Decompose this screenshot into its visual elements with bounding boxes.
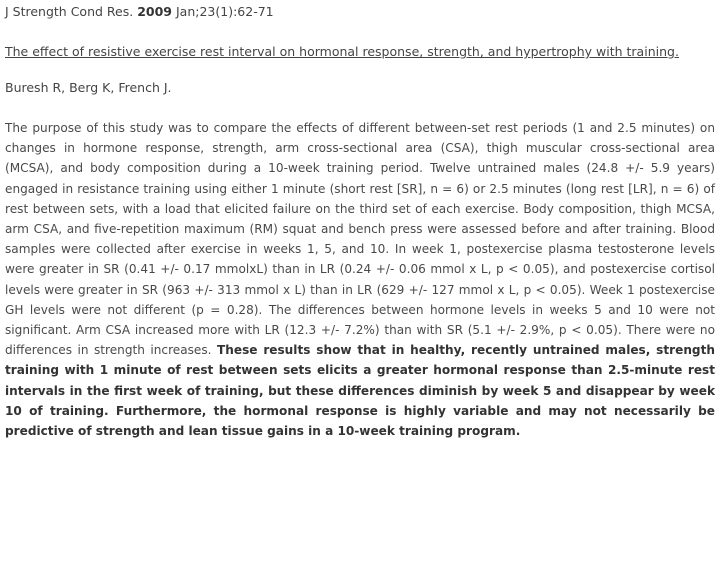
abstract-conclusion: These results show that in healthy, recently untrained males, strength training with 1 minute of rest between sets elicits a greater hormonal response than 2.5-minute rest intervals in the first week of training, but these differences diminish by week 5 and disappear by week 10 of training. Furthermore, the hormonal response is highly variable and may not necessarily be predictive of strength and lean tissue gains in a 10-week training program. xyxy=(5,343,715,439)
article-title-link[interactable]: The effect of resistive exercise rest interval on hormonal response, strength, and hypertrophy with training. xyxy=(5,44,679,59)
citation-line xyxy=(5,2,715,22)
journal-name: J Strength Cond Res. xyxy=(5,4,134,19)
publication-year: 2009 xyxy=(137,4,172,19)
abstract xyxy=(5,118,715,441)
issue-info: Jan;23(1):62-71 xyxy=(175,4,274,19)
author-list: Buresh R, Berg K, French J. xyxy=(5,80,172,95)
article-page xyxy=(5,0,715,441)
abstract-body: The purpose of this study was to compare the effects of different between-set rest periods (1 and 2.5 minutes) on changes in hormone response, strength, arm cross-sectional area (CSA), thigh muscular cross-sectional area (MCSA), and body composition during a 10-week training period. Twelve untrained males (24.8 +/- 5.9 years) engaged in resistance training using either 1 minute (short rest [SR], n = 6) or 2.5 minutes (long rest [LR], n = 6) of rest between sets, with a load that elicited failure on the third set of each exercise. Body composition, thigh MCSA, arm CSA, and five-repetition maximum (RM) squat and bench press were assessed before and after training. Blood samples were collected after exercise in weeks 1, 5, and 10. In week 1, postexercise plasma testosterone levels were greater in SR (0.41 +/- 0.17 mmolxL) than in LR (0.24 +/- 0.06 mmol x L, p < 0.05), and postexercise cortisol levels were greater in SR (963 +/- 313 mmol x L) than in LR (629 +/- 127 mmol x L, p < 0.05). Week 1 postexercise GH levels were not different (p = 0.28). The differences between hormone levels in weeks 5 and 10 were not significant. Arm CSA increased more with LR (12.3 +/- 7.2%) than with SR (5.1 +/- 2.9%, p < 0.05). There were no differences in strength increases. xyxy=(5,121,715,358)
